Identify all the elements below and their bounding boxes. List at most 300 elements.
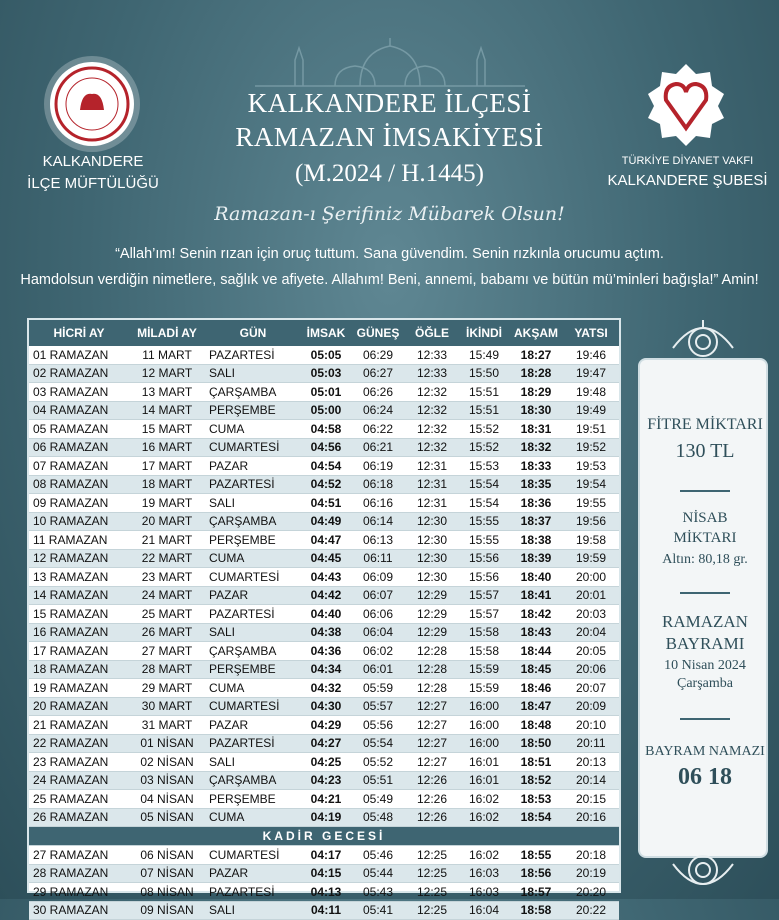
table-cell: 18 MART	[129, 475, 205, 494]
table-cell: 20:14	[563, 771, 619, 790]
table-cell: 27 RAMAZAN	[29, 846, 129, 865]
table-cell: 14 MART	[129, 401, 205, 420]
table-cell: 19:56	[563, 512, 619, 531]
bayram-namazi-time: 06 18	[678, 764, 732, 790]
table-cell: 12:28	[405, 642, 459, 661]
table-cell: 15:51	[459, 383, 509, 402]
table-cell: 03 NİSAN	[129, 771, 205, 790]
table-cell: 16:00	[459, 716, 509, 735]
table-cell: 15 RAMAZAN	[29, 605, 129, 624]
table-cell: 18:27	[509, 346, 563, 364]
table-cell: 04 NİSAN	[129, 790, 205, 809]
table-row	[29, 494, 619, 513]
table-cell: 06:06	[351, 605, 405, 624]
table-cell: 19:48	[563, 383, 619, 402]
table-cell: 20:15	[563, 790, 619, 809]
table-cell: 18:31	[509, 420, 563, 439]
table-cell: 02 RAMAZAN	[29, 364, 129, 383]
table-cell: 15:58	[459, 623, 509, 642]
table-cell: 06:09	[351, 568, 405, 587]
table-cell: 26 MART	[129, 623, 205, 642]
left-logo-line1: KALKANDERE	[42, 153, 144, 170]
table-cell: 18:33	[509, 457, 563, 476]
table-cell: 13 MART	[129, 383, 205, 402]
table-cell: 12:26	[405, 808, 459, 827]
table-cell: 18:41	[509, 586, 563, 605]
table-cell: 05:00	[301, 401, 351, 420]
divider	[680, 490, 730, 492]
divider	[680, 592, 730, 594]
table-row	[29, 605, 619, 624]
table-cell: 16:02	[459, 790, 509, 809]
prayer-quote-line2: Hamdolsun verdiğin nimetlere, sağlık ve afiyete. Allahım! Beni, annemi, babamı ve bütün mü’minleri bağışla!” Amin!	[20, 272, 759, 288]
nisab-label-line2: MİKTARI	[673, 530, 737, 546]
table-cell: 25 RAMAZAN	[29, 790, 129, 809]
table-cell: 12:26	[405, 790, 459, 809]
table-row	[29, 512, 619, 531]
table-cell: CUMARTESİ	[205, 846, 301, 865]
table-cell: 18:50	[509, 734, 563, 753]
table-cell: 04:25	[301, 753, 351, 772]
table-cell: 05:56	[351, 716, 405, 735]
table-row	[29, 457, 619, 476]
table-cell: 18:58	[509, 901, 563, 920]
table-cell: PERŞEMBE	[205, 531, 301, 550]
column-header: HİCRİ AY	[29, 320, 129, 346]
table-row	[29, 771, 619, 790]
table-cell: 18:39	[509, 549, 563, 568]
table-cell: 16:02	[459, 846, 509, 865]
table-cell: 19:58	[563, 531, 619, 550]
table-cell: 12:28	[405, 679, 459, 698]
table-cell: PERŞEMBE	[205, 790, 301, 809]
table-cell: 18 RAMAZAN	[29, 660, 129, 679]
table-cell: 06 RAMAZAN	[29, 438, 129, 457]
table-cell: 04:32	[301, 679, 351, 698]
table-cell: 15:49	[459, 346, 509, 364]
table-cell: 18:53	[509, 790, 563, 809]
table-row	[29, 864, 619, 883]
page-title-year: (M.2024 / H.1445)	[295, 160, 484, 187]
fitre-value: 130 TL	[675, 440, 735, 462]
table-cell: 14 RAMAZAN	[29, 586, 129, 605]
table-cell: 20:04	[563, 623, 619, 642]
table-cell: 01 RAMAZAN	[29, 346, 129, 364]
table-cell: 06:16	[351, 494, 405, 513]
table-cell: PAZAR	[205, 716, 301, 735]
table-row	[29, 383, 619, 402]
table-cell: 20 MART	[129, 512, 205, 531]
table-cell: PAZARTESİ	[205, 605, 301, 624]
table-cell: 19:49	[563, 401, 619, 420]
table-cell: 18:56	[509, 864, 563, 883]
table-cell: 18:37	[509, 512, 563, 531]
table-cell: PAZAR	[205, 864, 301, 883]
table-cell: 12:25	[405, 883, 459, 902]
table-cell: 04:40	[301, 605, 351, 624]
bayram-label-line2: BAYRAMI	[665, 634, 745, 653]
table-cell: 15:59	[459, 660, 509, 679]
table-cell: CUMARTESİ	[205, 568, 301, 587]
table-cell: 06:27	[351, 364, 405, 383]
table-cell: 16:03	[459, 864, 509, 883]
table-cell: 05:43	[351, 883, 405, 902]
table-cell: 18:57	[509, 883, 563, 902]
table-cell: 12:33	[405, 346, 459, 364]
table-cell: 05 RAMAZAN	[29, 420, 129, 439]
table-cell: 12:32	[405, 438, 459, 457]
info-panel	[638, 318, 768, 893]
table-cell: 05:44	[351, 864, 405, 883]
table-cell: 18:36	[509, 494, 563, 513]
table-cell: CUMARTESİ	[205, 438, 301, 457]
table-cell: 04:47	[301, 531, 351, 550]
table-cell: PAZARTESİ	[205, 475, 301, 494]
table-cell: 05:52	[351, 753, 405, 772]
table-cell: 19:46	[563, 346, 619, 364]
table-cell: 08 NİSAN	[129, 883, 205, 902]
table-cell: PAZARTESİ	[205, 734, 301, 753]
table-row	[29, 716, 619, 735]
table-cell: 18:44	[509, 642, 563, 661]
table-cell: 06:24	[351, 401, 405, 420]
mosque-silhouette-icon	[255, 38, 525, 88]
table-row	[29, 846, 619, 865]
table-cell: 12:27	[405, 716, 459, 735]
table-cell: 05:48	[351, 808, 405, 827]
table-cell: 19:52	[563, 438, 619, 457]
table-cell: 12:32	[405, 401, 459, 420]
table-cell: 04:52	[301, 475, 351, 494]
table-cell: 15:59	[459, 679, 509, 698]
table-cell: 08 RAMAZAN	[29, 475, 129, 494]
table-cell: 29 RAMAZAN	[29, 883, 129, 902]
table-cell: 06:18	[351, 475, 405, 494]
table-cell: 04:15	[301, 864, 351, 883]
table-cell: 18:30	[509, 401, 563, 420]
table-cell: 06:04	[351, 623, 405, 642]
table-cell: 05:59	[351, 679, 405, 698]
imsakiye-table	[29, 320, 619, 920]
table-cell: 04:49	[301, 512, 351, 531]
table-cell: 12:29	[405, 605, 459, 624]
table-cell: 20:20	[563, 883, 619, 902]
table-cell: 05:49	[351, 790, 405, 809]
table-cell: 15:57	[459, 586, 509, 605]
table-cell: 04:58	[301, 420, 351, 439]
table-cell: 18:48	[509, 716, 563, 735]
column-header: YATSI	[563, 320, 619, 346]
table-cell: 18:29	[509, 383, 563, 402]
nisab-label-line1: NİSAB	[682, 510, 728, 526]
table-row	[29, 642, 619, 661]
ornament-bottom-icon	[663, 852, 743, 892]
table-cell: 18:32	[509, 438, 563, 457]
table-row	[29, 531, 619, 550]
table-cell: 06:07	[351, 586, 405, 605]
table-cell: 05:46	[351, 846, 405, 865]
table-cell: 03 RAMAZAN	[29, 383, 129, 402]
table-cell: 20:06	[563, 660, 619, 679]
table-cell: 04:45	[301, 549, 351, 568]
table-body	[29, 346, 619, 920]
column-header: İKİNDİ	[459, 320, 509, 346]
table-cell: 18:52	[509, 771, 563, 790]
table-cell: 06:02	[351, 642, 405, 661]
table-cell: 12:27	[405, 734, 459, 753]
table-cell: 04:38	[301, 623, 351, 642]
table-cell: 15:54	[459, 475, 509, 494]
table-cell: 04 RAMAZAN	[29, 401, 129, 420]
table-cell: 19:51	[563, 420, 619, 439]
table-cell: 01 NİSAN	[129, 734, 205, 753]
table-cell: 15:50	[459, 364, 509, 383]
table-cell: 12:32	[405, 383, 459, 402]
table-cell: 12:30	[405, 531, 459, 550]
table-cell: 19 MART	[129, 494, 205, 513]
table-row	[29, 438, 619, 457]
table-cell: PERŞEMBE	[205, 660, 301, 679]
table-cell: 20:03	[563, 605, 619, 624]
table-cell: 06:29	[351, 346, 405, 364]
fitre-label: FİTRE MİKTARI	[647, 416, 763, 433]
table-cell: 15:56	[459, 549, 509, 568]
right-logo-line2: KALKANDERE ŞUBESİ	[607, 172, 768, 189]
table-cell: 16:01	[459, 753, 509, 772]
table-row	[29, 753, 619, 772]
table-cell: 12:25	[405, 846, 459, 865]
table-cell: 20:00	[563, 568, 619, 587]
table-cell: 20:07	[563, 679, 619, 698]
table-cell: 20:16	[563, 808, 619, 827]
table-cell: 05:54	[351, 734, 405, 753]
table-cell: 05:03	[301, 364, 351, 383]
table-cell: 24 RAMAZAN	[29, 771, 129, 790]
table-cell: 15:54	[459, 494, 509, 513]
table-cell: SALI	[205, 494, 301, 513]
bayram-namazi-label: BAYRAM NAMAZI	[645, 744, 765, 759]
table-cell: 16:02	[459, 808, 509, 827]
table-cell: 06:11	[351, 549, 405, 568]
table-cell: 06:19	[351, 457, 405, 476]
table-cell: 04:13	[301, 883, 351, 902]
table-cell: 29 MART	[129, 679, 205, 698]
table-row	[29, 420, 619, 439]
info-panel-box	[638, 358, 768, 858]
table-row	[29, 401, 619, 420]
table-cell: 12 MART	[129, 364, 205, 383]
kadir-gecesi-label: KADİR GECESİ	[29, 827, 619, 846]
kadir-gecesi-row	[29, 827, 619, 846]
table-cell: 15:53	[459, 457, 509, 476]
ornament-top-icon	[663, 318, 743, 362]
table-cell: 20:01	[563, 586, 619, 605]
table-cell: 26 RAMAZAN	[29, 808, 129, 827]
table-cell: 15:55	[459, 512, 509, 531]
table-cell: 16:03	[459, 883, 509, 902]
table-cell: 12:27	[405, 753, 459, 772]
table-cell: PAZARTESİ	[205, 346, 301, 364]
table-cell: 15:57	[459, 605, 509, 624]
table-cell: 18:47	[509, 697, 563, 716]
table-cell: 12:25	[405, 901, 459, 920]
table-cell: 30 RAMAZAN	[29, 901, 129, 920]
table-cell: 04:23	[301, 771, 351, 790]
table-cell: 22 MART	[129, 549, 205, 568]
table-cell: ÇARŞAMBA	[205, 771, 301, 790]
table-cell: 20:13	[563, 753, 619, 772]
table-cell: 19 RAMAZAN	[29, 679, 129, 698]
table-row	[29, 734, 619, 753]
table-cell: 21 RAMAZAN	[29, 716, 129, 735]
table-cell: 16 RAMAZAN	[29, 623, 129, 642]
table-cell: 20:18	[563, 846, 619, 865]
table-row	[29, 697, 619, 716]
bayram-date: 10 Nisan 2024	[664, 658, 746, 673]
table-cell: 05 NİSAN	[129, 808, 205, 827]
bayram-label-line1: RAMAZAN	[662, 612, 748, 631]
table-cell: 20:22	[563, 901, 619, 920]
table-cell: ÇARŞAMBA	[205, 512, 301, 531]
table-row	[29, 883, 619, 902]
table-cell: 17 RAMAZAN	[29, 642, 129, 661]
table-cell: 05:57	[351, 697, 405, 716]
table-cell: 15:51	[459, 401, 509, 420]
table-cell: 15:52	[459, 420, 509, 439]
table-cell: 06:13	[351, 531, 405, 550]
table-cell: 06:14	[351, 512, 405, 531]
table-cell: 18:42	[509, 605, 563, 624]
table-cell: 16:00	[459, 734, 509, 753]
table-cell: 20:05	[563, 642, 619, 661]
table-cell: 12:30	[405, 568, 459, 587]
table-cell: 05:41	[351, 901, 405, 920]
table-header-row	[29, 320, 619, 346]
table-cell: 12:26	[405, 771, 459, 790]
table-cell: 04:21	[301, 790, 351, 809]
table-cell: CUMARTESİ	[205, 697, 301, 716]
table-cell: PAZAR	[205, 586, 301, 605]
table-cell: 27 MART	[129, 642, 205, 661]
table-cell: 18:51	[509, 753, 563, 772]
table-cell: 15:55	[459, 531, 509, 550]
table-cell: PERŞEMBE	[205, 401, 301, 420]
table-cell: 21 MART	[129, 531, 205, 550]
table-cell: 18:45	[509, 660, 563, 679]
table-cell: 12:29	[405, 623, 459, 642]
table-cell: 06 NİSAN	[129, 846, 205, 865]
table-cell: 18:38	[509, 531, 563, 550]
table-cell: 12:25	[405, 864, 459, 883]
table-cell: 25 MART	[129, 605, 205, 624]
page-title-line2: RAMAZAN İMSAKİYESİ	[235, 122, 544, 152]
table-cell: 18:54	[509, 808, 563, 827]
table-cell: 20:19	[563, 864, 619, 883]
column-header: GÜN	[205, 320, 301, 346]
table-cell: 19:59	[563, 549, 619, 568]
table-cell: 23 RAMAZAN	[29, 753, 129, 772]
imsakiye-table-container	[27, 318, 621, 918]
table-cell: 04:51	[301, 494, 351, 513]
table-row	[29, 549, 619, 568]
table-cell: ÇARŞAMBA	[205, 383, 301, 402]
table-cell: 04:36	[301, 642, 351, 661]
nisab-value: Altın: 80,18 gr.	[662, 552, 748, 567]
table-cell: 04:43	[301, 568, 351, 587]
column-header: AKŞAM	[509, 320, 563, 346]
table-row	[29, 568, 619, 587]
table-cell: 12:31	[405, 457, 459, 476]
table-cell: 12:30	[405, 512, 459, 531]
table-cell: 04:27	[301, 734, 351, 753]
table-cell: 15 MART	[129, 420, 205, 439]
table-cell: 20 RAMAZAN	[29, 697, 129, 716]
table-cell: 09 RAMAZAN	[29, 494, 129, 513]
table-cell: 05:51	[351, 771, 405, 790]
table-cell: 12:29	[405, 586, 459, 605]
table-row	[29, 586, 619, 605]
table-cell: 04:42	[301, 586, 351, 605]
table-cell: 05:05	[301, 346, 351, 364]
table-cell: 18:28	[509, 364, 563, 383]
table-cell: 04:34	[301, 660, 351, 679]
table-cell: 23 MART	[129, 568, 205, 587]
table-cell: 15:58	[459, 642, 509, 661]
table-cell: 20:11	[563, 734, 619, 753]
table-cell: 18:55	[509, 846, 563, 865]
table-cell: 11 RAMAZAN	[29, 531, 129, 550]
table-cell: 12:27	[405, 697, 459, 716]
table-cell: 12:33	[405, 364, 459, 383]
table-cell: 13 RAMAZAN	[29, 568, 129, 587]
table-cell: CUMA	[205, 808, 301, 827]
table-cell: 19:53	[563, 457, 619, 476]
table-cell: 06:22	[351, 420, 405, 439]
page-title-line1: KALKANDERE İLÇESİ	[247, 88, 532, 118]
table-cell: 04:30	[301, 697, 351, 716]
table-cell: 04:17	[301, 846, 351, 865]
table-cell: 06:21	[351, 438, 405, 457]
table-cell: PAZAR	[205, 457, 301, 476]
table-cell: 12:32	[405, 420, 459, 439]
table-cell: 04:54	[301, 457, 351, 476]
table-cell: SALI	[205, 753, 301, 772]
table-row	[29, 679, 619, 698]
table-cell: 19:55	[563, 494, 619, 513]
table-cell: 07 NİSAN	[129, 864, 205, 883]
table-row	[29, 790, 619, 809]
table-row	[29, 901, 619, 920]
table-cell: CUMA	[205, 420, 301, 439]
table-cell: 20:09	[563, 697, 619, 716]
left-logo-line2: İLÇE MÜFTÜLÜĞÜ	[27, 175, 159, 192]
table-cell: 20:10	[563, 716, 619, 735]
table-cell: 18:35	[509, 475, 563, 494]
table-cell: 19:54	[563, 475, 619, 494]
table-row	[29, 346, 619, 364]
table-cell: 28 MART	[129, 660, 205, 679]
table-cell: 12:30	[405, 549, 459, 568]
table-cell: 04:56	[301, 438, 351, 457]
column-header: İMSAK	[301, 320, 351, 346]
table-row	[29, 660, 619, 679]
greeting-text: Ramazan-ı Şerifiniz Mübarek Olsun!	[214, 203, 565, 225]
prayer-quote-line1: “Allah’ım! Senin rızan için oruç tuttum. Sana güvendim. Senin rızkınla orucumu açtım.	[115, 246, 664, 262]
table-row	[29, 808, 619, 827]
table-cell: 16:04	[459, 901, 509, 920]
table-cell: 15:52	[459, 438, 509, 457]
table-cell: 11 MART	[129, 346, 205, 364]
